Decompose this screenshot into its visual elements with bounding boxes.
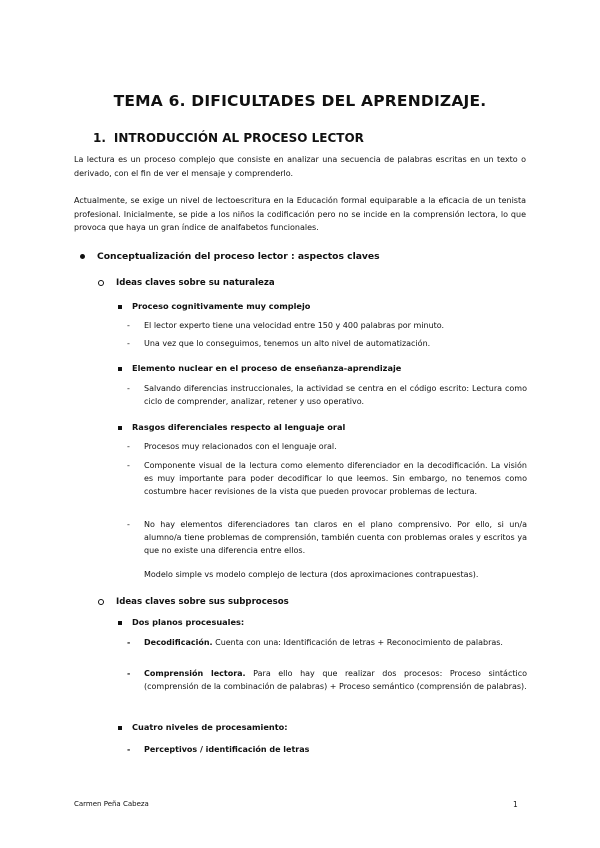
intro-paragraph-2: Actualmente, se exige un nivel de lectoescritura en la Educación formal equiparable a la eficacia de un tenista profesional. Inicialmente, se pide a los niños la codificación pero no se incide en la comprensión lectora, lo que provoca que haya un gran índice de analfabetos funcionales. [74, 196, 526, 232]
bullet-square-icon [118, 367, 122, 371]
dash-icon: - [127, 669, 131, 678]
bullet-square-icon [118, 426, 122, 430]
dash-icon: - [127, 745, 131, 754]
list-item: - Una vez que lo conseguimos, tenemos un alto nivel de automatización. [127, 338, 527, 351]
item-heading-planos: Dos planos procesuales: [118, 617, 244, 627]
list-item: - El lector experto tiene una velocidad entre 150 y 400 palabras por minuto. [127, 320, 527, 333]
dash-icon: - [127, 384, 130, 393]
bullet-square-icon [118, 621, 122, 625]
dash-icon: - [127, 638, 131, 647]
list-item: - Salvando diferencias instruccionales, la actividad se centra en el código escrito: Lectura como ciclo de comprender, analizar, retener y uso operativo. [127, 384, 527, 406]
dash-icon: - [127, 321, 130, 330]
subheading-subprocesos: Ideas claves sobre sus subprocesos [98, 597, 289, 607]
bullet-square-icon [118, 726, 122, 730]
item-heading-proceso: Proceso cognitivamente muy complejo [118, 301, 310, 311]
dash-icon: - [127, 520, 130, 529]
page-title: TEMA 6. DIFICULTADES DEL APRENDIZAJE. [113, 92, 487, 110]
outline-heading: Conceptualización del proceso lector : aspectos claves [80, 251, 380, 262]
dash-icon: - [127, 461, 130, 470]
section-title: INTRODUCCIÓN AL PROCESO LECTOR [113, 131, 364, 145]
model-note: Modelo simple vs modelo complejo de lectura (dos aproximaciones contrapuestas). [144, 570, 479, 579]
footer-author: Carmen Peña Cabeza [74, 800, 149, 808]
section-heading [93, 131, 364, 145]
bullet-circle-icon [98, 280, 104, 286]
subheading-naturaleza: Ideas claves sobre su naturaleza [98, 278, 275, 288]
list-item: - Perceptivos / identificación de letras [127, 744, 527, 757]
dash-icon: - [127, 442, 130, 451]
bullet-circle-icon [98, 599, 104, 605]
bullet-square-icon [118, 305, 122, 309]
item-heading-niveles: Cuatro niveles de procesamiento: [118, 722, 288, 732]
list-item: - Comprensión lectora. Para ello hay que realizar dos procesos: Proceso sintáctico (comprensión de la combinación de palabras) + Proceso semántico (comprensión de palabras). [127, 669, 528, 691]
dash-icon: - [127, 339, 130, 348]
item-heading-rasgos: Rasgos diferenciales respecto al lenguaje oral [118, 422, 345, 432]
bullet-dot-icon [80, 254, 85, 259]
list-item: - Decodificación. Cuenta con una: Identificación de letras + Reconocimiento de palabras. [127, 637, 527, 650]
list-item: - Procesos muy relacionados con el lenguaje oral. [127, 441, 527, 454]
item-heading-elemento: Elemento nuclear en el proceso de enseñanza-aprendizaje [118, 363, 401, 373]
list-item: - No hay elementos diferenciadores tan claros en el plano comprensivo. Por ello, si un/a alumno/a tiene problemas de comprensión, también cuenta con problemas orales y escritos ya que no existe una diferencia entre ellos. [127, 520, 527, 555]
list-item: - Componente visual de la lectura como elemento diferenciador en la decodificación. La visión es muy importante para poder decodificar lo que leemos. Sin embargo, no tenemos como costumbre hacer revisiones de la vista que pueden provocar problemas de lectura. [127, 461, 527, 496]
section-number: 1. [93, 131, 106, 145]
footer-page-number: 1 [513, 800, 518, 809]
intro-paragraph-1: La lectura es un proceso complejo que consiste en analizar una secuencia de palabras escritas en un texto o derivado, con el fin de ver el mensaje y comprenderlo. [74, 155, 526, 178]
